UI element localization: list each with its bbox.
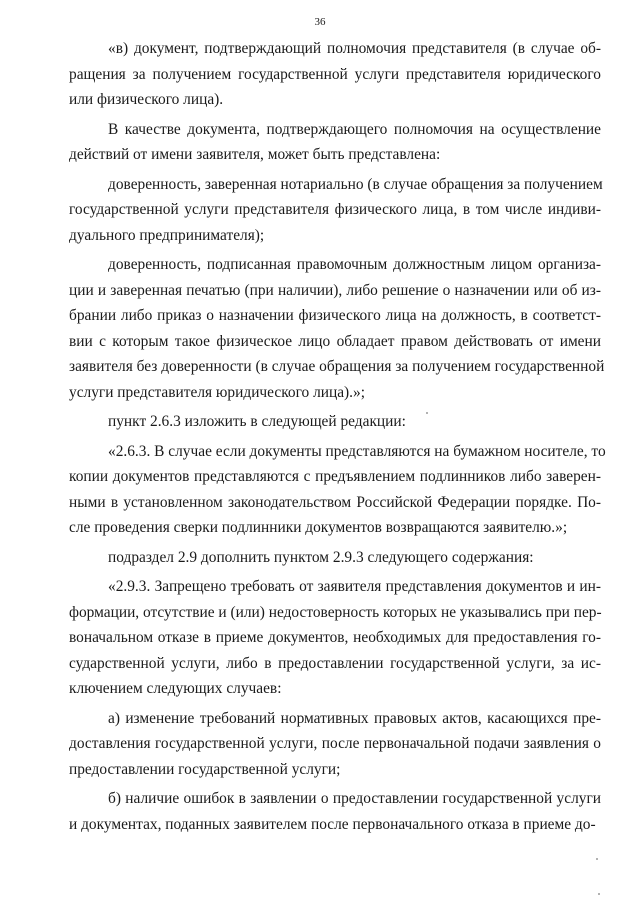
text-line: формации, отсутствие и (или) недостоверность которых не указывались при пер-: [69, 603, 602, 621]
text-line: подраздел 2.9 дополнить пунктом 2.9.3 следующего содержания:: [108, 548, 534, 566]
paragraph: [69, 545, 601, 571]
text-line: заявителя без доверенности (в случае обращения за получением государственной: [69, 358, 605, 375]
text-line: действий от имени заявителя, может быть представлена:: [69, 146, 441, 163]
text-line: услуги представителя юридического лица).»;: [69, 383, 366, 401]
text-line: ращения за получением государственной услуги представителя юридического: [69, 65, 601, 83]
paragraph: [69, 409, 601, 435]
text-line: предоставлении государственной услуги;: [69, 760, 341, 778]
text-line: или физического лица).: [69, 91, 224, 108]
text-line: б) наличие ошибок в заявлении о предоставлении государственной услуги: [108, 790, 601, 807]
text-line: сударственной услуги, либо в предоставлении государственной услуги, за ис-: [69, 654, 601, 672]
paragraph: [69, 574, 601, 702]
text-line: «2.6.3. В случае если документы представляются на бумажном носителе, то: [108, 442, 606, 460]
text-line: ключением следующих случаев:: [69, 680, 282, 697]
text-line: копии документов представляются с предъявлением подлинников либо заверен-: [69, 468, 601, 485]
paragraph: [69, 117, 601, 168]
text-line: брании либо приказ о назначении физического лица на должность, в соответст-: [69, 307, 601, 324]
text-line: В качестве документа, подтверждающего полномочия на осуществление: [108, 120, 601, 138]
paragraph: [69, 786, 601, 837]
text-line: доставления государственной услуги, после первоначальной подачи заявления о: [69, 735, 601, 752]
paragraph: [69, 252, 605, 405]
text-line: сле проведения сверки подлинники документов возвращаются заявителю.»;: [69, 519, 568, 536]
text-line: ными в установленном законодательством Российской Федерации порядке. По-: [69, 493, 601, 511]
text-line: «в) документ, подтверждающий полномочия представителя (в случае об-: [108, 40, 601, 57]
text-line: вии с которым такое физическое лицо обладает правом действовать от имени: [69, 332, 601, 350]
text-line: ции и заверенная печатью (при наличии), либо решение о назначении или об из-: [69, 281, 601, 299]
text-line: доверенность, подписанная правомочным должностным лицом организа-: [108, 256, 601, 273]
paragraph: [69, 172, 601, 249]
scan-speck: [426, 412, 428, 414]
scan-speck: [598, 893, 600, 895]
text-line: дуального предпринимателя);: [69, 226, 265, 244]
text-line: «2.9.3. Запрещено требовать от заявителя представления документов и ин-: [108, 578, 601, 595]
paragraph: [69, 439, 606, 541]
text-line: государственной услуги представителя физического лица, в том числе индиви-: [69, 201, 601, 218]
text-line: а) изменение требований нормативных правовых актов, касающихся пре-: [108, 709, 601, 727]
page-number: 36: [314, 16, 326, 28]
document-body: [69, 36, 606, 841]
paragraph: [69, 706, 601, 783]
text-line: доверенность, заверенная нотариально (в случае обращения за получением: [108, 175, 603, 193]
text-line: пункт 2.6.3 изложить в следующей редакции:: [108, 413, 406, 430]
scan-speck: [596, 858, 598, 860]
paragraph: [69, 36, 601, 113]
text-line: и документах, поданных заявителем после первоначального отказа в приеме до-: [69, 815, 596, 833]
text-line: воначальном отказе в приеме документов, необходимых для предоставления го-: [69, 629, 601, 646]
